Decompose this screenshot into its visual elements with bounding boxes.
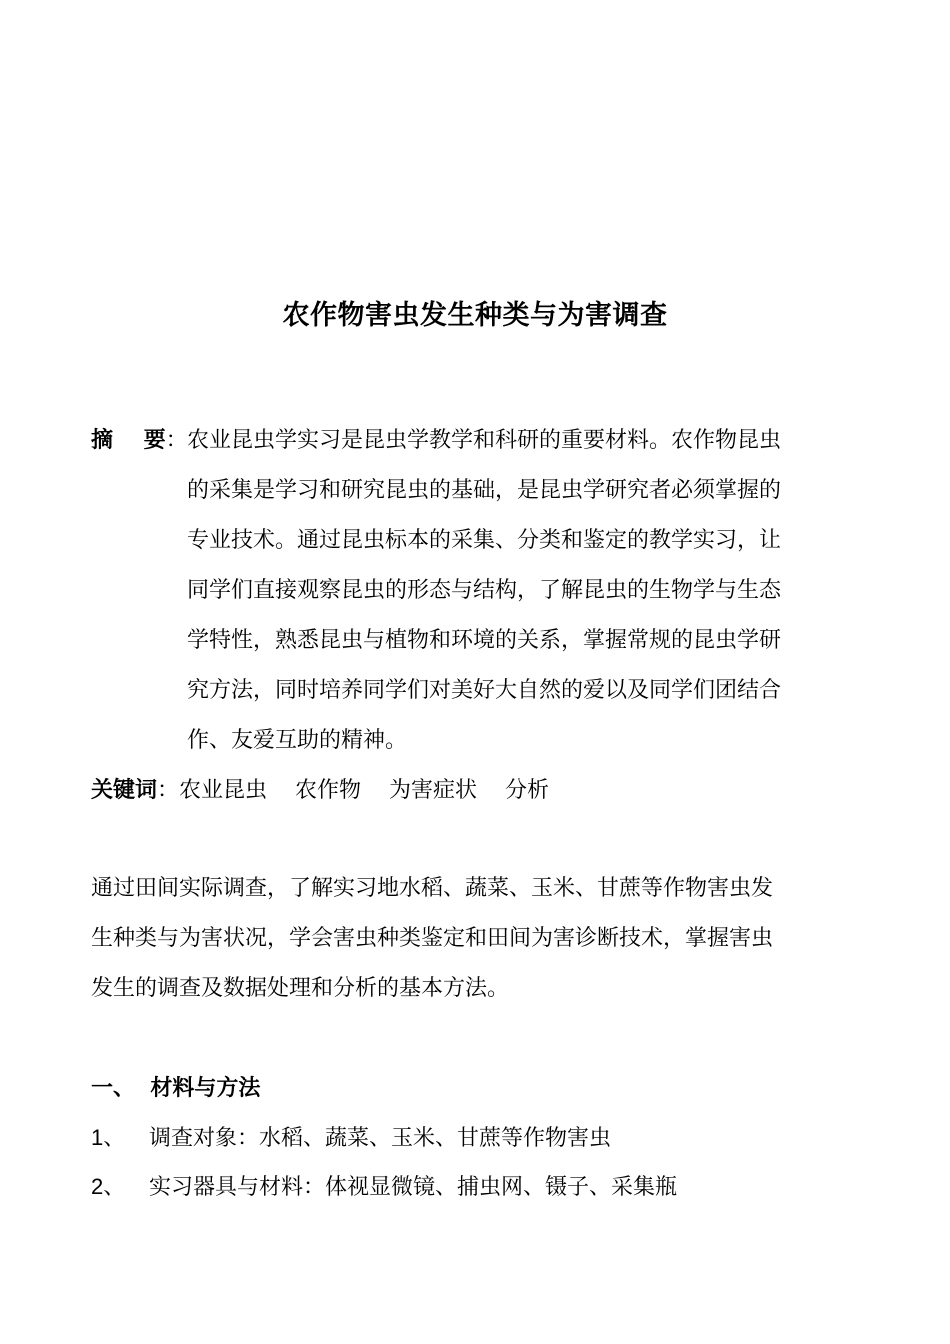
- list-item: [91, 1117, 611, 1160]
- list-item-number: 1、: [91, 1125, 126, 1150]
- abstract-line: 同学们直接观察昆虫的形态与结构，了解昆虫的生物学与生态: [187, 578, 782, 603]
- keywords-text: 农业昆虫 农作物 为害症状 分析: [179, 778, 549, 803]
- list-item-text: 实习器具与材料：体视显微镜、捕虫网、镊子、采集瓶: [149, 1175, 678, 1200]
- abstract-line: 的采集是学习和研究昆虫的基础，是昆虫学研究者必须掌握的: [187, 478, 782, 503]
- intro-line: 生种类与为害状况，学会害虫种类鉴定和田间为害诊断技术，掌握害虫: [91, 926, 774, 951]
- abstract-label: [91, 420, 188, 462]
- keywords-colon: ：: [157, 778, 180, 803]
- abstract-line: 作、友爱互助的精神。: [187, 728, 408, 753]
- abstract-line: 农业昆虫学实习是昆虫学教学和科研的重要材料。农作物昆虫: [187, 428, 782, 453]
- document-title: 农作物害虫发生种类与为害调查: [282, 300, 668, 331]
- section-heading: 一、 材料与方法: [91, 1076, 261, 1101]
- abstract-line: 专业技术。通过昆虫标本的采集、分类和鉴定的教学实习，让: [187, 528, 782, 553]
- list-item-number: 2、: [91, 1174, 126, 1199]
- abstract-line: 学特性，熟悉昆虫与植物和环境的关系，掌握常规的昆虫学研: [187, 628, 782, 653]
- abstract-label-colon: ：: [165, 428, 188, 453]
- list-item-text: 调查对象：水稻、蔬菜、玉米、甘蔗等作物害虫: [149, 1126, 612, 1151]
- keywords-label: 关键词: [91, 778, 158, 803]
- abstract-label-text: 摘 要: [91, 428, 166, 453]
- keywords-line: [91, 770, 549, 812]
- intro-line: 通过田间实际调查，了解实习地水稻、蔬菜、玉米、甘蔗等作物害虫发: [91, 876, 774, 901]
- list-item: [91, 1166, 677, 1209]
- abstract-line: 究方法，同时培养同学们对美好大自然的爱以及同学们团结合: [187, 678, 782, 703]
- intro-line: 发生的调查及数据处理和分析的基本方法。: [91, 976, 510, 1001]
